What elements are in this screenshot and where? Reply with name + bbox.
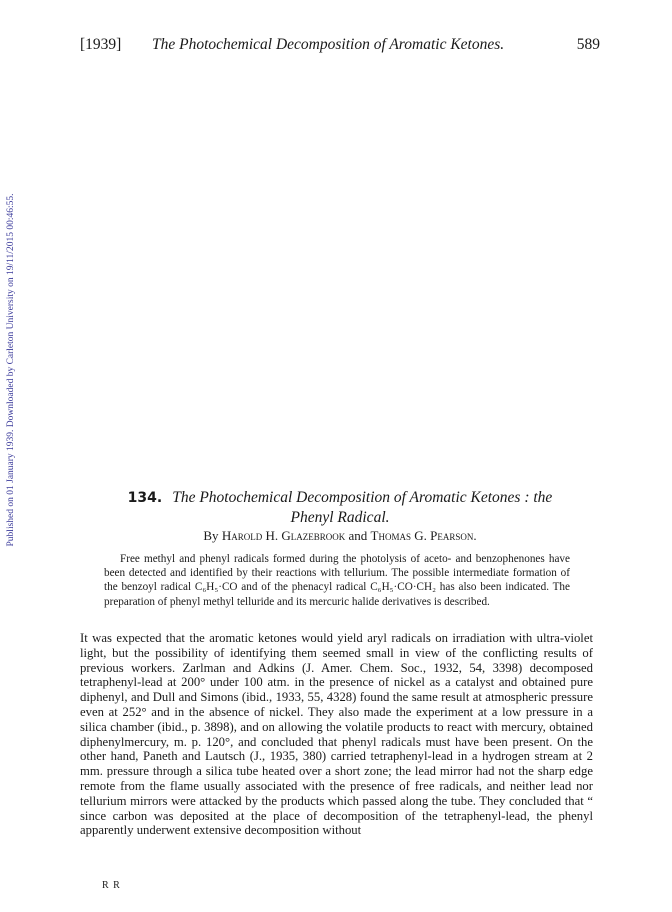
download-watermark-text: Published on 01 January 1939. Downloaded by Carleton University on 19/11/2015 00:46:55.: [6, 193, 16, 547]
article-title: [100, 488, 580, 527]
body-paragraph: It was expected that the aromatic ketones would yield aryl radicals on irradiation with ultra-violet light, but the possibility of identifying them seemed small in view of the conflicting results of previous workers. Zarlman and Adkins (J. Amer. Chem. Soc., 1932, 54, 3398) decomposed tetraphenyl-lead at 200° under 100 atm. in the presence of nickel as a catalyst and obtained pure diphenyl, and Dull and Simons (ibid., 1933, 55, 4328) found the same result at atmospheric pressure even at 252° and in the absence of nickel. They also made the experiment at a low pressure in a silica chamber (ibid., p. 3898), and on allowing the volatile products to react with mercury, obtained diphenylmercury, m. p. 120°, and concluded that phenyl radicals must have been present. On the other hand, Paneth and Lautsch (J., 1935, 380) carried tetraphenyl-lead in a hydrogen stream at 2 mm. pressure through a silica tube heated over a short zone; the lead mirror had not the sharp edge remote from the flame usually associated with the presence of free radicals, and neither lead nor tellurium mirrors were attacked by the products which passed along the tube. They concluded that “ since carbon was deposited at the place of decomposition of the tetraphenyl-lead, the phenyl apparently underwent extensive decomposition without: [80, 631, 593, 838]
authors-line: [100, 528, 580, 544]
abstract-text: Free methyl and phenyl radicals formed during the photolysis of aceto- and benzophenones have been detected and identified by their reactions with tellurium. The possible intermediate formation of the benzoyl radical C₆H₅·CO and of the phenacyl radical C₆H₅·CO·CH₂ has also been indicated. The preparation of phenyl methyl telluride and its mercuric halide derivatives is described.: [104, 553, 570, 608]
page-number: 589: [576, 36, 600, 53]
and-label: and: [348, 528, 368, 543]
article-title-line2: Phenyl Radical.: [290, 509, 390, 526]
article-title-text-1: The Photochemical Decomposition of Aromatic Ketones : the: [172, 489, 553, 506]
author-1: Harold H. Glazebrook: [221, 528, 346, 543]
article-number: 134.: [127, 490, 163, 506]
abstract: [104, 552, 570, 609]
running-header: [80, 36, 600, 56]
header-title: The Photochemical Decomposition of Aromatic Ketones.: [152, 36, 505, 53]
article-title-line1: [100, 488, 580, 508]
header-year: [1939]: [80, 36, 122, 53]
download-watermark: [6, 160, 20, 580]
author-2: Thomas G. Pearson.: [370, 528, 477, 543]
signature-mark: R R: [102, 880, 121, 891]
body-text: [80, 631, 593, 838]
by-label: By: [203, 528, 219, 543]
